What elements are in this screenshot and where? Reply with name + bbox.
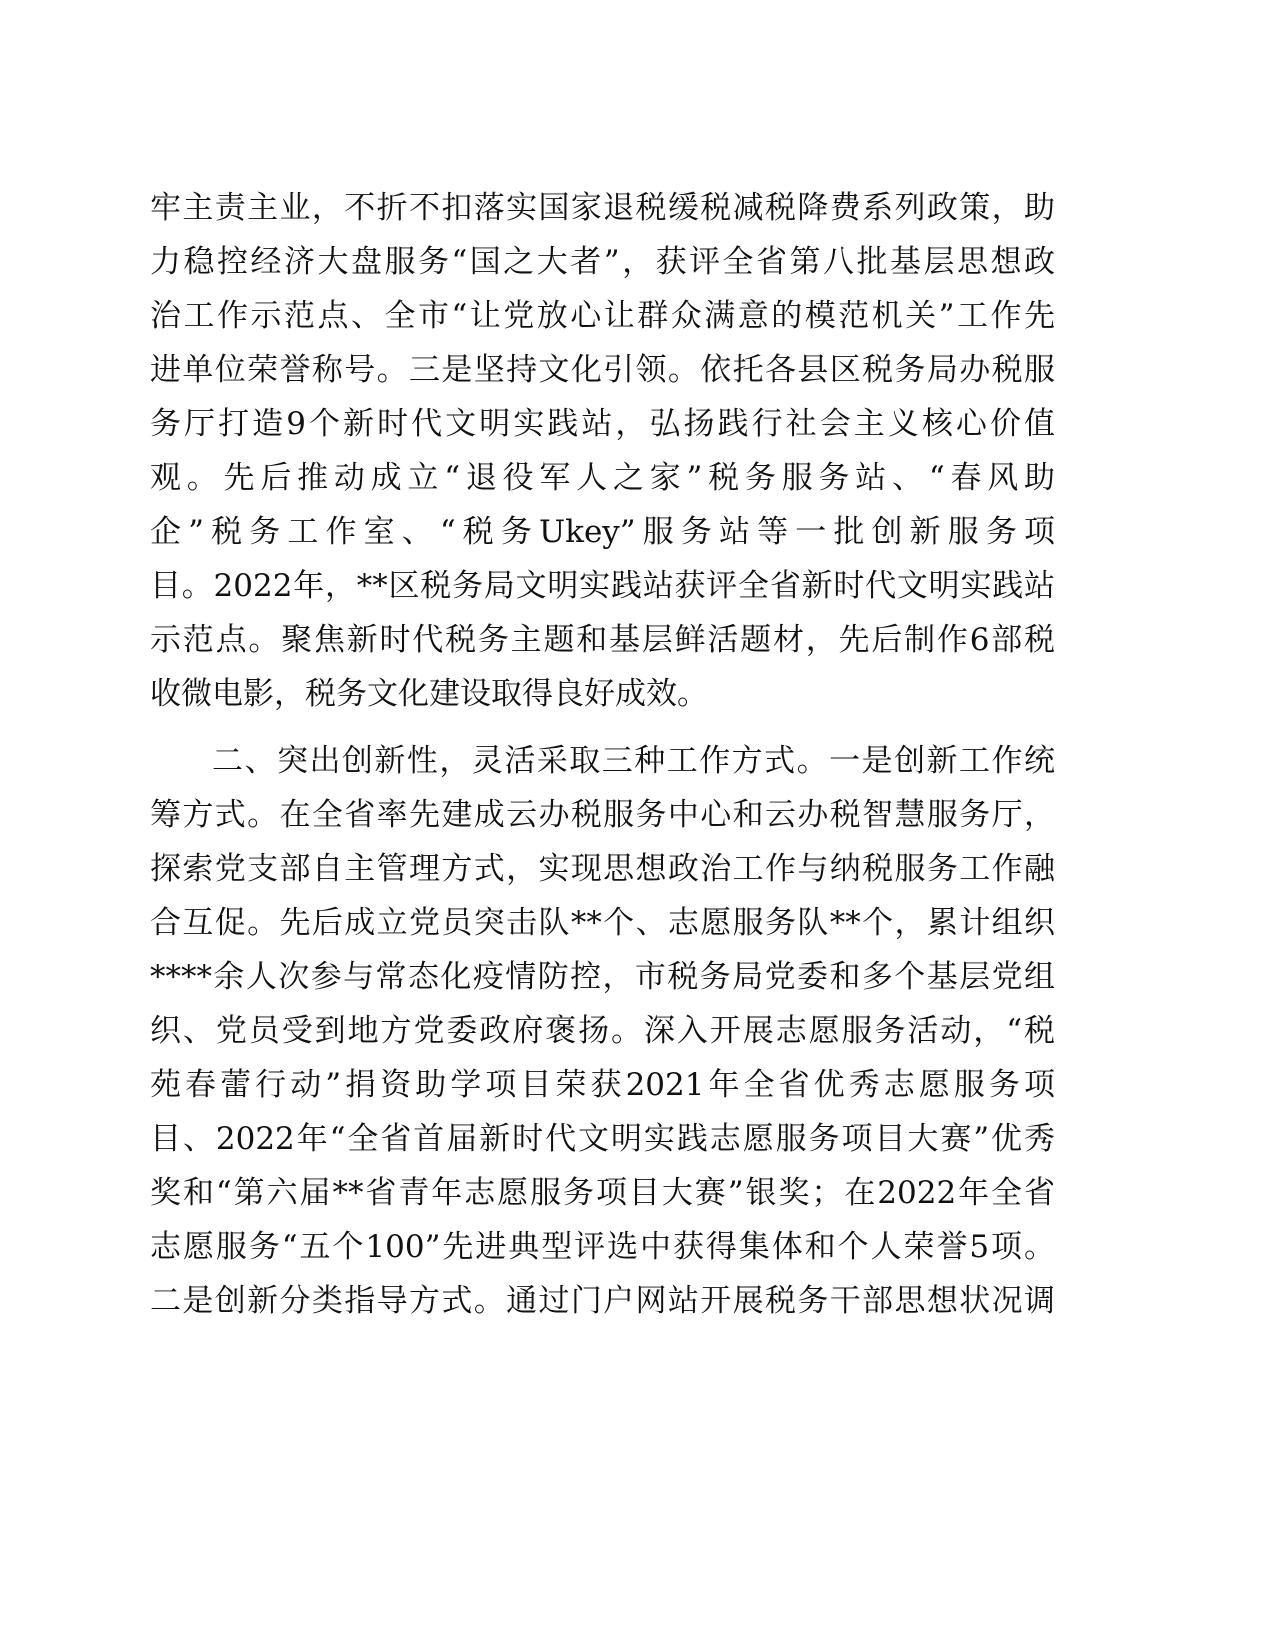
document-body bbox=[150, 181, 1055, 1328]
text-line: 务厅打造9个新时代文明实践站，弘扬践行社会主义核心价值 bbox=[150, 406, 1055, 442]
text-line: 进单位荣誉称号。三是坚持文化引领。依托各县区税务局办税服 bbox=[150, 352, 1055, 388]
text-line: 筹方式。在全省率先建成云办税服务中心和云办税智慧服务厅， bbox=[150, 797, 1055, 833]
text-line: 示范点。聚焦新时代税务主题和基层鲜活题材，先后制作6部税 bbox=[150, 622, 1055, 658]
text-line: 苑春蕾行动”捐资助学项目荣获2021年全省优秀志愿服务项 bbox=[150, 1067, 1055, 1103]
text-line: 牢主责主业，不折不扣落实国家退税缓税减税降费系列政策，助 bbox=[150, 190, 1055, 226]
paragraph-2 bbox=[150, 734, 1055, 1328]
text-line: 奖和“第六届**省青年志愿服务项目大赛”银奖；在2022年全省 bbox=[150, 1175, 1055, 1211]
text-line: 志愿服务“五个100”先进典型评选中获得集体和个人荣誉5项。 bbox=[150, 1229, 1055, 1265]
text-line: 收微电影，税务文化建设取得良好成效。 bbox=[150, 676, 708, 712]
text-line: ****余人次参与常态化疫情防控，市税务局党委和多个基层党组 bbox=[150, 959, 1055, 995]
text-line: 织、党员受到地方党委政府褒扬。深入开展志愿服务活动，“税 bbox=[150, 1013, 1055, 1049]
paragraph-spacer bbox=[150, 721, 1055, 734]
text-line: 企”税务工作室、“税务Ukey”服务站等一批创新服务项 bbox=[150, 514, 1055, 550]
text-line: 目。2022年，**区税务局文明实践站获评全省新时代文明实践站 bbox=[150, 568, 1055, 604]
text-line: 力稳控经济大盘服务“国之大者”，获评全省第八批基层思想政 bbox=[150, 244, 1055, 280]
text-line: 目、2022年“全省首届新时代文明实践志愿服务项目大赛”优秀 bbox=[150, 1121, 1055, 1157]
text-line: 探索党支部自主管理方式，实现思想政治工作与纳税服务工作融 bbox=[150, 851, 1055, 887]
text-line: 观。先后推动成立“退役军人之家”税务服务站、“春风助 bbox=[150, 460, 1055, 496]
text-line: 治工作示范点、全市“让党放心让群众满意的模范机关”工作先 bbox=[150, 298, 1055, 334]
text-line: 合互促。先后成立党员突击队**个、志愿服务队**个，累计组织 bbox=[150, 905, 1055, 941]
text-line: 二是创新分类指导方式。通过门户网站开展税务干部思想状况调 bbox=[150, 1283, 1055, 1319]
text-line: 二、突出创新性，灵活采取三种工作方式。一是创新工作统 bbox=[212, 743, 1055, 779]
paragraph-1 bbox=[150, 181, 1055, 721]
